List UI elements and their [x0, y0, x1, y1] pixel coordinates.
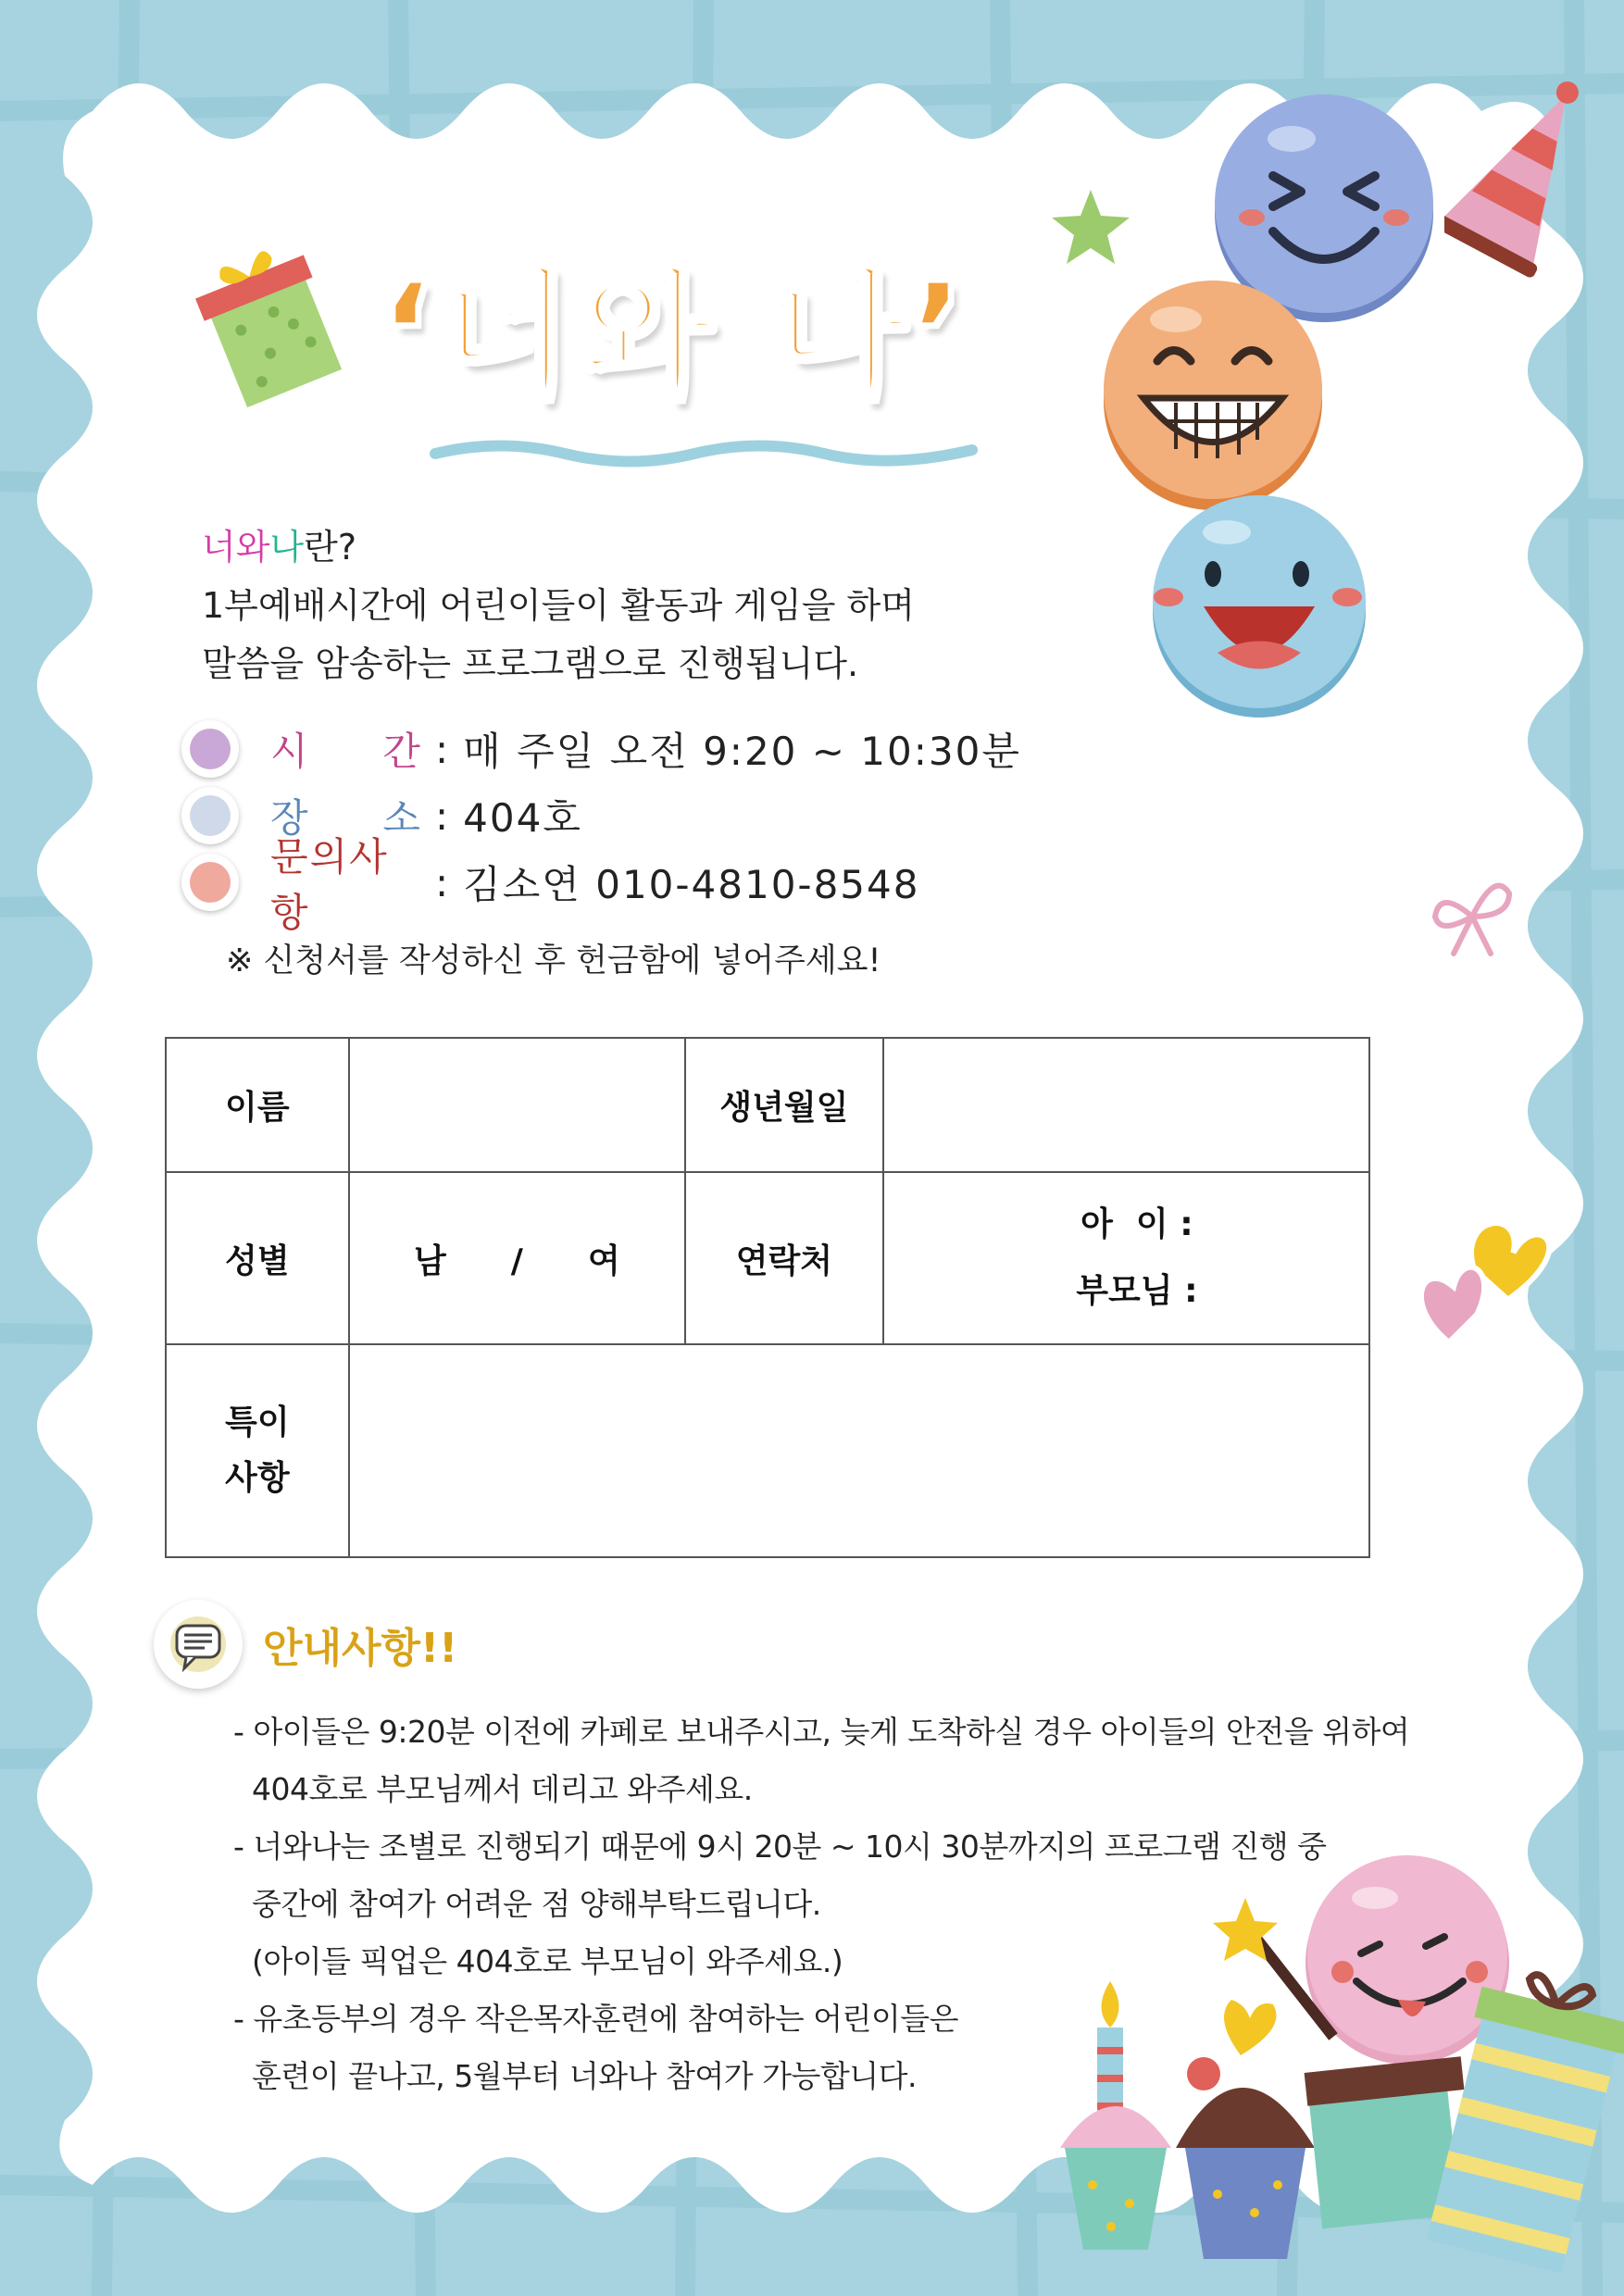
contact-field[interactable] — [883, 1172, 1369, 1344]
info-label-place-b: 소 — [382, 795, 420, 841]
speech-bubble-icon — [154, 1600, 243, 1689]
page-title: ‘너와 나’ — [380, 255, 969, 416]
notes-label-line-2: 사항 — [225, 1459, 290, 1497]
intro-question-part1: 너와 — [202, 527, 270, 568]
notes-label-line-1: 특이 — [225, 1404, 290, 1441]
guide-line: - 아이들은 9:20분 이전에 카페로 보내주시고, 늦게 도착하실 경우 아이들의 안전을 위하여 — [233, 1714, 1410, 1750]
clock-icon — [181, 720, 239, 778]
application-form — [165, 1037, 1370, 1558]
hearts-icon — [1393, 1194, 1569, 1361]
guide-line: (아이들 픽업은 404호로 부모님이 와주세요.) — [233, 1943, 843, 1979]
guide-header — [154, 1600, 457, 1689]
notes-label — [166, 1344, 349, 1557]
gender-female-option[interactable]: 여 — [587, 1242, 620, 1280]
gender-male-option[interactable]: 남 — [414, 1242, 446, 1280]
submit-notice: ※ 신청서를 작성하신 후 헌금함에 넣어주세요! — [226, 942, 881, 980]
ribbon-bow-icon — [1421, 861, 1523, 963]
name-field[interactable] — [349, 1038, 685, 1172]
info-colon: : — [435, 726, 449, 772]
guide-line: 훈련이 끝나고, 5월부터 너와나 참여가 가능합니다. — [233, 2058, 917, 2094]
music-note-icon — [181, 787, 239, 844]
intro-line-1: 1부예배시간에 어린이들이 활동과 게임을 하며 — [202, 585, 915, 626]
grinning-face-icon — [1093, 273, 1333, 514]
info-label-time-b: 간 — [382, 729, 420, 774]
guide-title: 안내사항!! — [263, 1625, 458, 1672]
intro-question-part3: 란? — [304, 527, 357, 568]
title-wave-underline — [426, 433, 981, 470]
info-value-contact: 김소연 010-4810-8548 — [463, 862, 920, 907]
birth-field[interactable] — [883, 1038, 1369, 1172]
info-label-place-a: 장 — [270, 795, 308, 841]
gender-separator: / — [510, 1242, 523, 1280]
info-label-time-a: 시 — [270, 729, 308, 774]
gender-label: 성별 — [166, 1172, 349, 1344]
info-value-place: 404호 — [463, 795, 582, 841]
intro-line-2: 말씀을 암송하는 프로그램으로 진행됩니다. — [202, 643, 859, 684]
intro-section — [202, 518, 915, 693]
intro-question — [202, 518, 915, 577]
info-value-time: 매 주일 오전 9:20 ~ 10:30분 — [463, 729, 1021, 774]
info-colon: : — [435, 859, 449, 905]
guide-line: 404호로 부모님께서 데리고 와주세요. — [233, 1771, 753, 1807]
notes-field[interactable] — [349, 1344, 1369, 1557]
guide-line: - 유초등부의 경우 작은목자훈련에 참여하는 어린이들은 — [233, 2001, 959, 2037]
guide-line: 중간에 참여가 어려운 점 양해부탁드립니다. — [233, 1886, 821, 1922]
gender-choice[interactable] — [349, 1172, 685, 1344]
info-label-contact: 문의사항 — [270, 834, 389, 935]
info-colon: : — [435, 792, 449, 839]
contact-parent: 부모님 : — [1076, 1272, 1198, 1310]
guide-line: - 너와나는 조별로 진행되기 때문에 9시 20분 ~ 10시 30분까지의 프로그램 진행 중 — [233, 1828, 1327, 1865]
name-label: 이름 — [166, 1038, 349, 1172]
happy-face-icon — [1139, 491, 1380, 722]
heart-icon — [181, 854, 239, 911]
contact-label: 연락처 — [685, 1172, 883, 1344]
info-row-contact — [181, 834, 920, 935]
info-row-time — [181, 718, 1021, 780]
star-icon — [1046, 185, 1135, 268]
intro-question-part2: 나 — [269, 527, 305, 568]
party-decorations — [1056, 1842, 1624, 2287]
birth-label: 생년월일 — [685, 1038, 883, 1172]
party-hat-icon — [1444, 65, 1602, 278]
contact-child: 아 이 : — [1081, 1205, 1193, 1243]
gift-box-icon — [190, 236, 347, 412]
